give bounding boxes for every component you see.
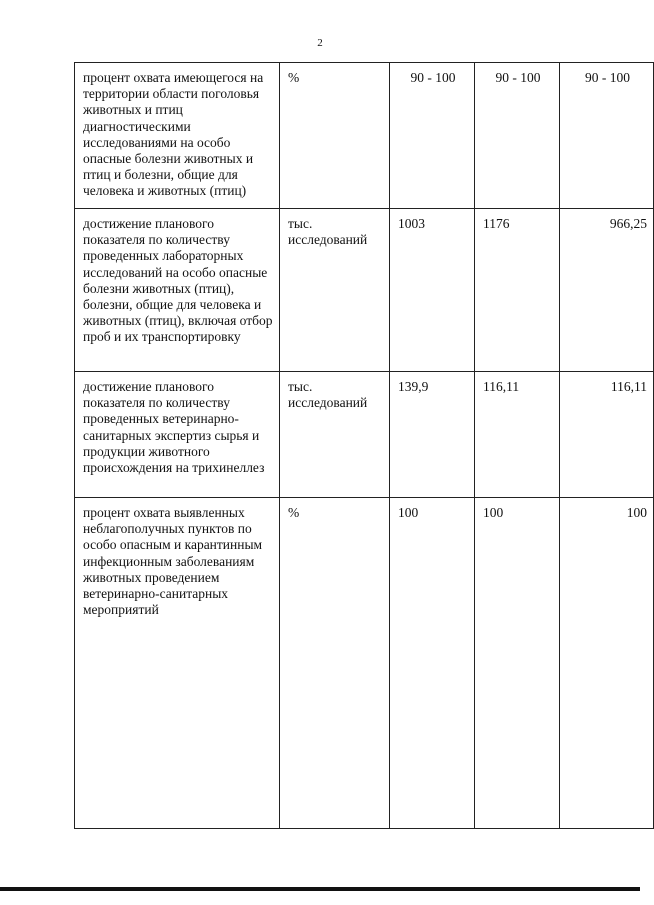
- value-1-cell: 100: [390, 498, 475, 829]
- unit-cell: %: [280, 498, 390, 829]
- value-3-cell: 116,11: [560, 372, 654, 498]
- value-3-cell: 90 - 100: [560, 63, 654, 209]
- unit-cell: тыс. исследований: [280, 372, 390, 498]
- value-1-cell: 90 - 100: [390, 63, 475, 209]
- value-2-cell: 116,11: [475, 372, 560, 498]
- unit-cell: %: [280, 63, 390, 209]
- value-2-cell: 90 - 100: [475, 63, 560, 209]
- table-row: [75, 372, 654, 498]
- value-1-cell: 139,9: [390, 372, 475, 498]
- table-row: [75, 63, 654, 209]
- value-1-cell: 1003: [390, 209, 475, 372]
- value-2-cell: 1176: [475, 209, 560, 372]
- value-3-cell: 100: [560, 498, 654, 829]
- value-2-cell: 100: [475, 498, 560, 829]
- indicator-cell: достижение планового показателя по количеству проведенных лабораторных исследований на особо опасные болезни животных (птиц), болезни, общие для человека и животных (птиц), включая отбор проб и их транспортировку: [75, 209, 280, 372]
- indicator-cell: процент охвата выявленных неблагополучных пунктов по особо опасным и карантинным инфекционным заболеваниям животных проведением ветеринарно-санитарных мероприятий: [75, 498, 280, 829]
- table-row: [75, 209, 654, 372]
- unit-cell: тыс. исследований: [280, 209, 390, 372]
- table-row: [75, 498, 654, 829]
- value-3-cell: 966,25: [560, 209, 654, 372]
- bottom-scan-rule: [0, 887, 640, 891]
- page-number: 2: [317, 37, 323, 49]
- indicator-cell: процент охвата имеющегося на территории области поголовья животных и птиц диагностическими исследованиями на особо опасные болезни животных и птиц и болезни, общие для человека и животных (птиц): [75, 63, 280, 209]
- indicator-cell: достижение планового показателя по количеству проведенных ветеринарно-санитарных экспертиз сырья и продукции животного происхождения на трихинеллез: [75, 372, 280, 498]
- indicators-table: [74, 62, 654, 829]
